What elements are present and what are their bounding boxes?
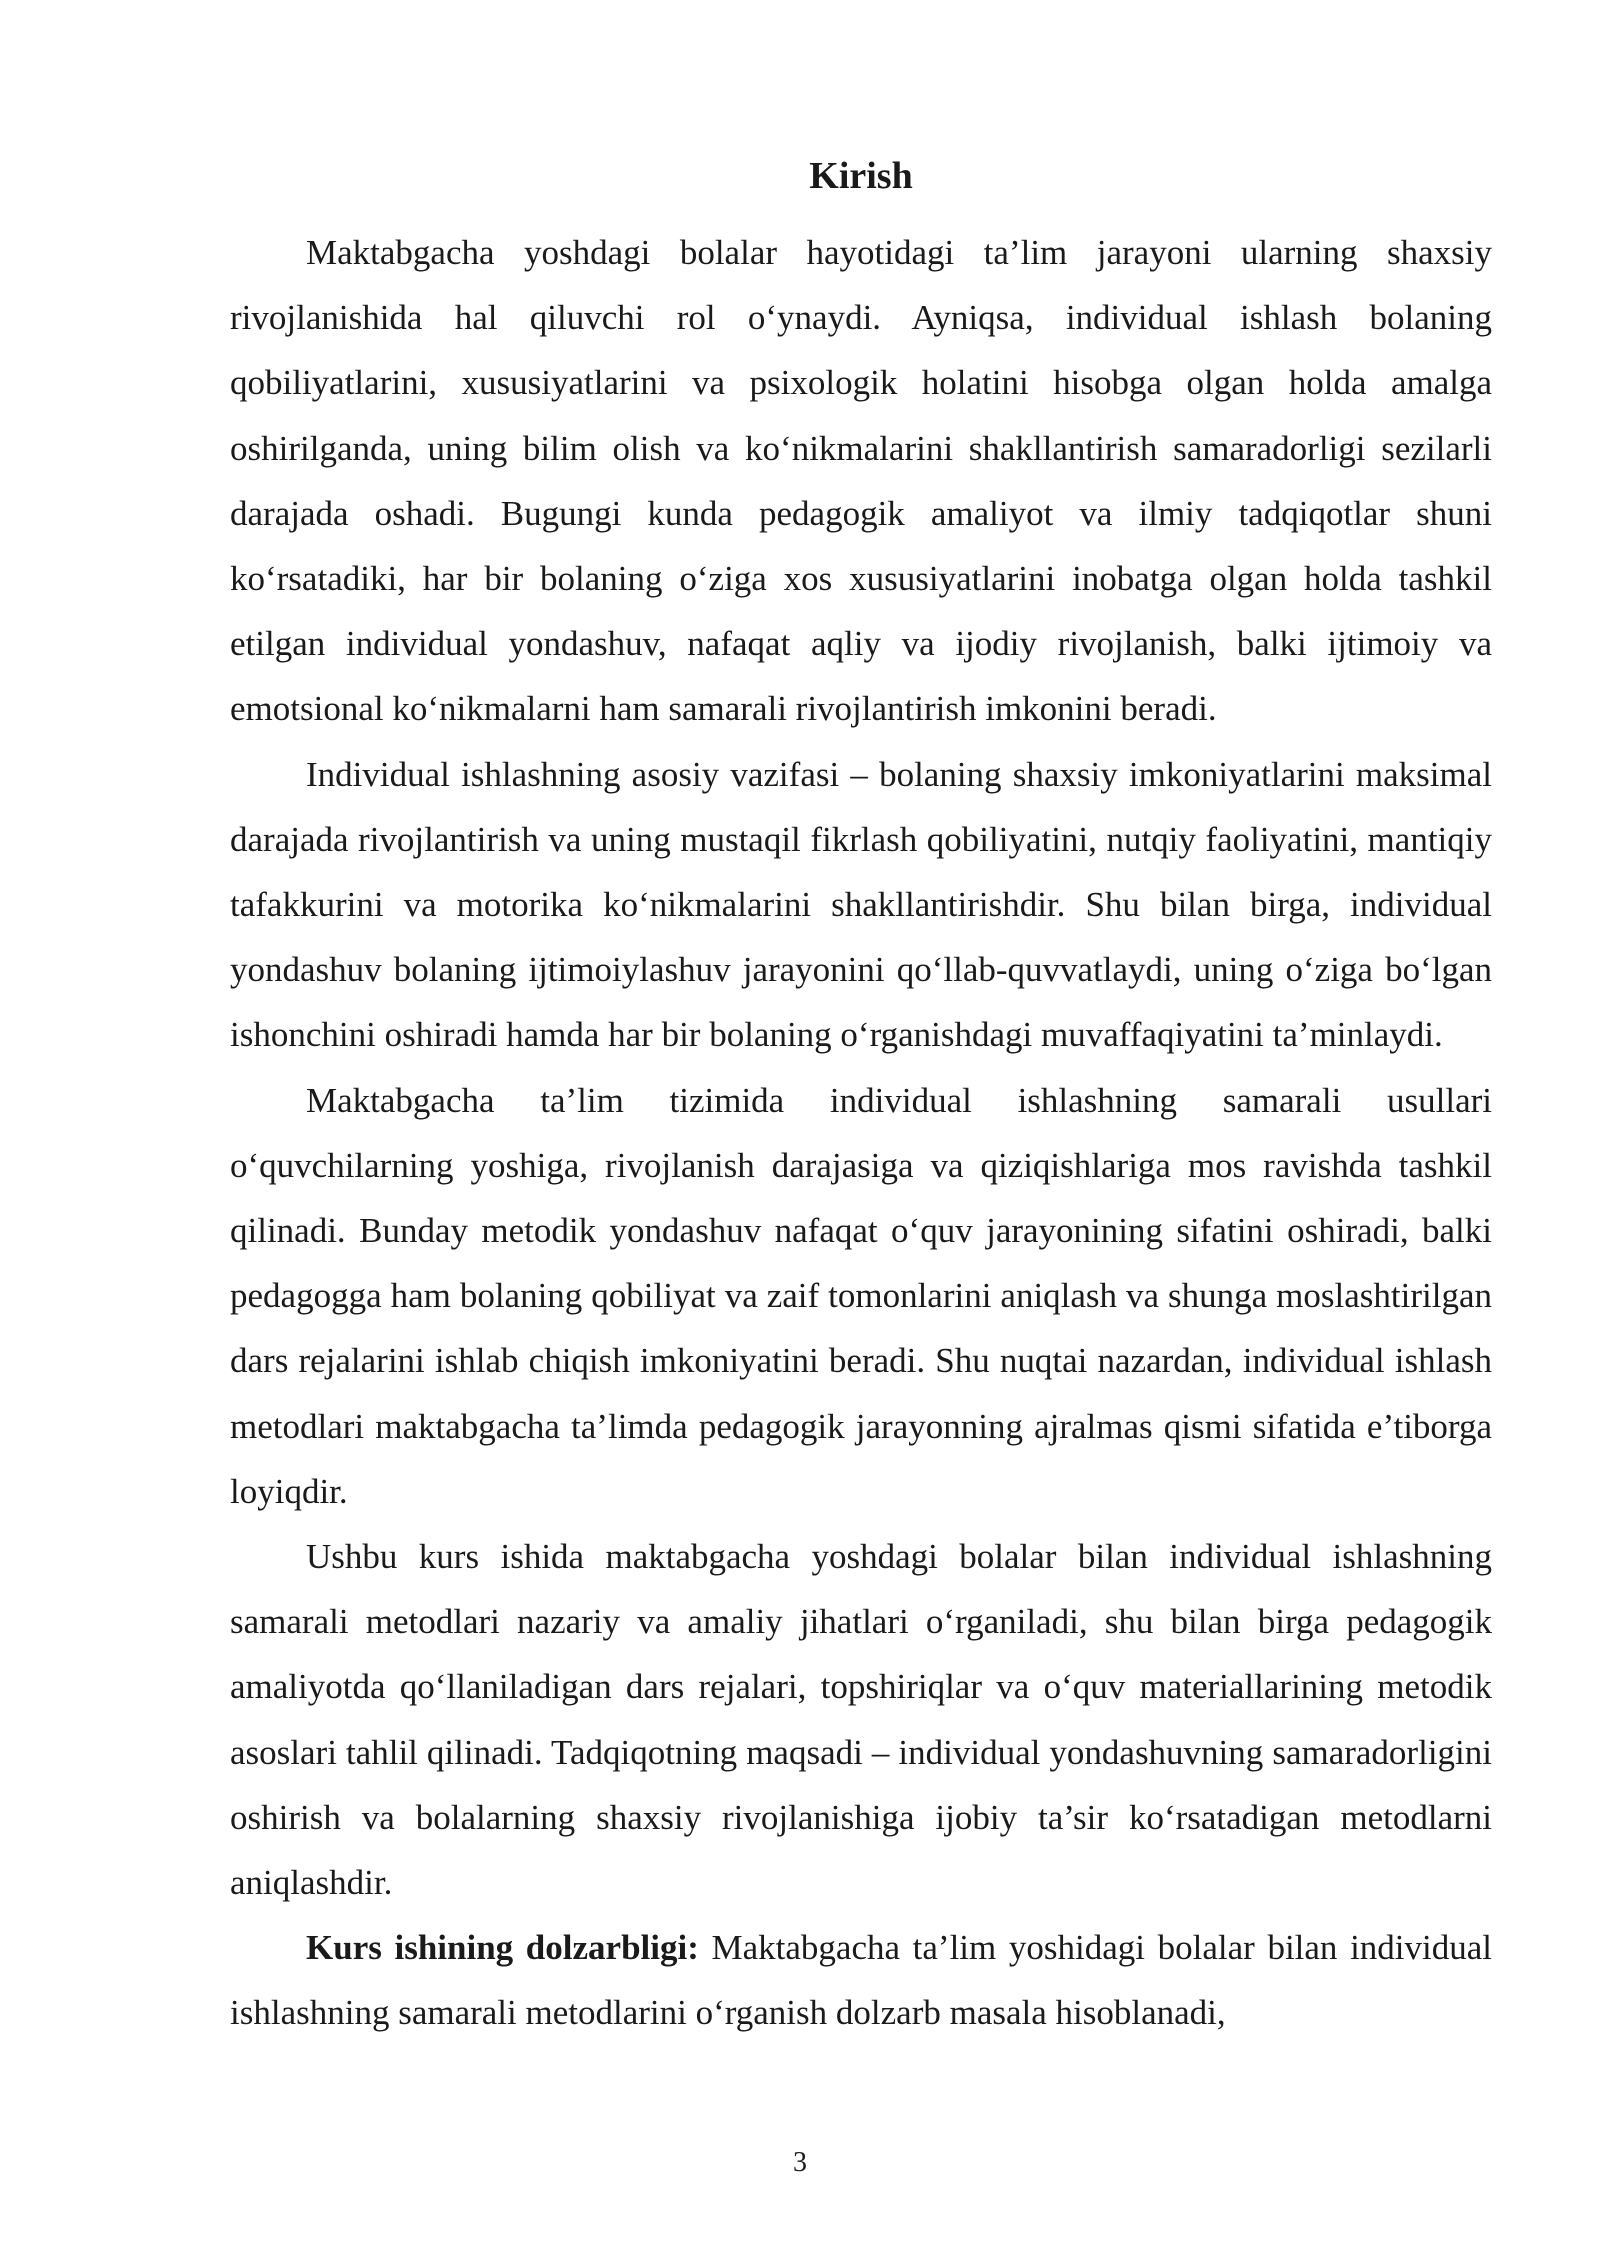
paragraph: Maktabgacha yoshdagi bolalar hayotidagi ta’lim jarayoni ularning shaxsiy rivojlanishida hal qiluvchi rol o‘ynaydi. Ayniqsa, individual ishlash bolaning qobiliyatlarini, xususiyatlarini va psixologik holatini hisobga olgan holda amalga oshirilganda, uning bilim olish va ko‘nikmalarini shakllantirish samaradorligi sezilarli darajada oshadi. Bugungi kunda pedagogik amaliyot va ilmiy tadqiqotlar shuni ko‘rsatadiki, har bir bolaning o‘ziga xos xususiyatlarini inobatga olgan holda tashkil etilgan individual yondashuv, nafaqat aqliy va ijodiy rivojlanish, balki ijtimoiy va emotsional ko‘nikmalarni ham samarali rivojlantirish imkonini beradi. bbox=[230, 233, 1492, 729]
paragraph: Ushbu kurs ishida maktabgacha yoshdagi bolalar bilan individual ishlashning samarali metodlari nazariy va amaliy jihatlari o‘rganiladi, shu bilan birga pedagogik amaliyotda qo‘llaniladigan dars rejalari, topshiriqlar va o‘quv materiallarining metodik asoslari tahlil qilinadi. Tadqiqotning maqsadi – individual yondashuvning samaradorligini oshirish va bolalarning shaxsiy rivojlanishiga ijobiy ta’sir ko‘rsatadigan metodlarni aniqlashdir. bbox=[230, 1537, 1492, 1903]
relevance-text: Maktabgacha ta’lim yoshidagi bolalar bilan individual ishlashning samarali metodlarini o‘rganish dolzarb masala hisoblanadi, bbox=[230, 1928, 1493, 2033]
section-heading: Kirish bbox=[809, 155, 913, 197]
relevance-paragraph bbox=[230, 1915, 1492, 2045]
page-number: 3 bbox=[793, 2147, 807, 2178]
paragraph: Individual ishlashning asosiy vazifasi – bolaning shaxsiy imkoniyatlarini maksimal darajada rivojlantirish va uning mustaqil fikrlash qobiliyatini, nutqiy faoliyatini, mantiqiy tafakkurini va motorika ko‘nikmalarini shakllantirishdir. Shu bilan birga, individual yondashuv bolaning ijtimoiylashuv jarayonini qo‘llab-quvvatlaydi, uning o‘ziga bo‘lgan ishonchini oshiradi hamda har bir bolaning o‘rganishdagi muvaffaqiyatini ta’minlaydi. bbox=[230, 754, 1492, 1055]
body-text bbox=[230, 220, 1492, 2046]
relevance-label: Kurs ishining dolzarbligi: bbox=[306, 1928, 699, 1968]
paragraph: Maktabgacha ta’lim tizimida individual ishlashning samarali usullari o‘quvchilarning yoshiga, rivojlanish darajasiga va qiziqishlariga mos ravishda tashkil qilinadi. Bunday metodik yondashuv nafaqat o‘quv jarayonining sifatini oshiradi, balki pedagogga ham bolaning qobiliyat va zaif tomonlarini aniqlash va shunga moslashtirilgan dars rejalarini ishlab chiqish imkoniyatini beradi. Shu nuqtai nazardan, individual ishlash metodlari maktabgacha ta’limda pedagogik jarayonning ajralmas qismi sifatida e’tiborga loyiqdir. bbox=[230, 1080, 1492, 1511]
